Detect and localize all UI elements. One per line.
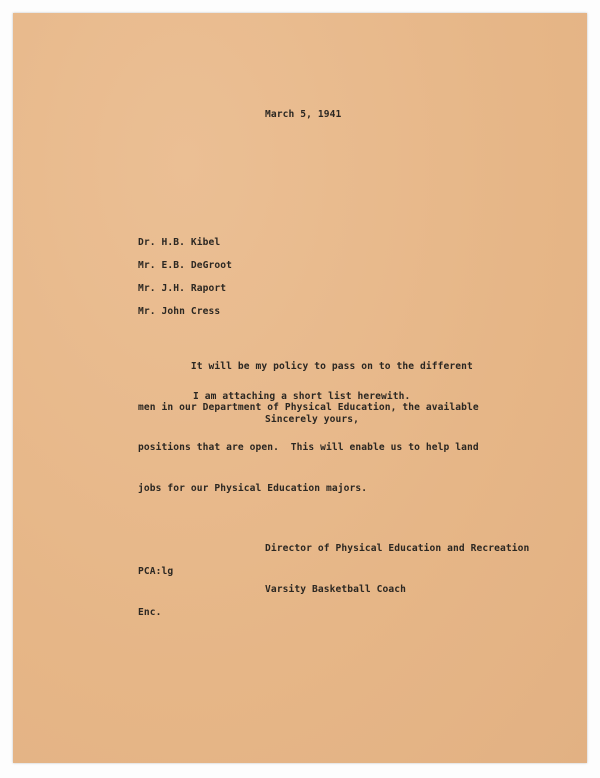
body-line: men in our Department of Physical Education, the available [138,401,479,413]
body-line: It will be my policy to pass on to the different [138,361,473,372]
signature-block [265,515,529,623]
reference-line: PCA:lg [138,566,174,577]
recipient-2: Mr. E.B. DeGroot [138,260,233,271]
closing: Sincerely yours, [265,414,360,425]
reference-initials [138,538,173,646]
letter-date: March 5, 1941 [265,109,342,120]
body-line: positions that are open. This will enable us to help land [138,442,479,453]
letter-page [13,13,587,763]
attachment-line: I am attaching a short list herewith. [193,391,411,402]
recipient-3: Mr. J.H. Raport [138,283,227,294]
reference-line: Enc. [138,606,162,618]
signature-title: Varsity Basketball Coach [265,583,407,595]
body-paragraph [138,333,479,522]
signature-title: Director of Physical Education and Recreation [265,543,530,554]
recipient-4: Mr. John Cress [138,306,221,317]
recipient-1: Dr. H.B. Kibel [138,237,221,248]
body-line: jobs for our Physical Education majors. [138,482,368,494]
